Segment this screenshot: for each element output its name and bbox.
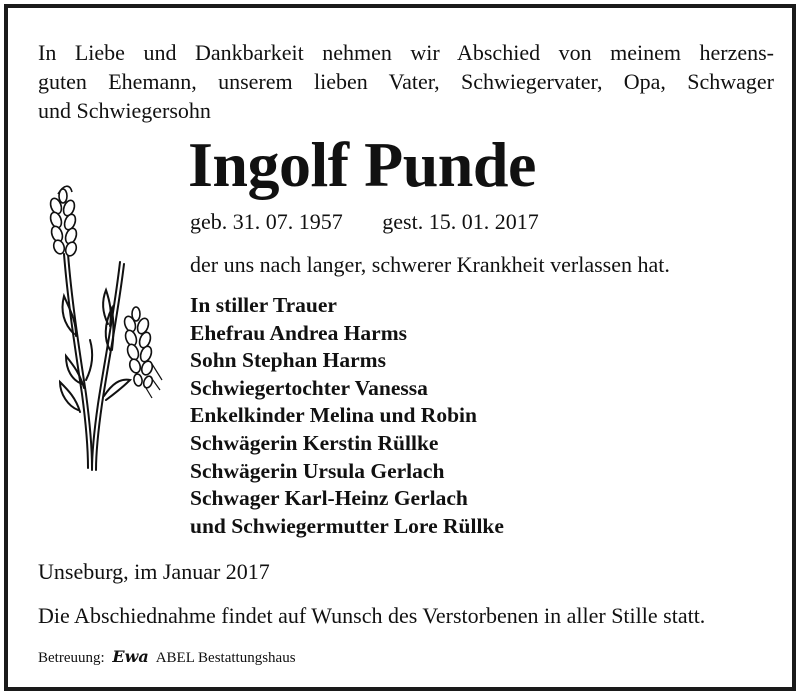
life-dates	[190, 208, 539, 236]
mourner-line: Schwiegertochter Vanessa	[190, 375, 428, 400]
farewell-note: Die Abschiednahme findet auf Wunsch des Verstorbenen in aller Stille statt.	[38, 603, 706, 628]
funeral-home-credit	[38, 647, 296, 668]
mourner-line: Schwager Karl-Heinz Gerlach	[190, 486, 468, 511]
place-date: Unseburg, im Januar 2017	[38, 559, 270, 584]
mourner-line: Sohn Stephan Harms	[190, 348, 386, 373]
intro-line-2: guten Ehemann, unserem lieben Vater, Schwiegervater, Opa, Schwager	[38, 69, 774, 94]
mourners-list	[190, 292, 504, 540]
birth-date: geb. 31. 07. 1957	[190, 209, 343, 234]
mourner-line: Ehefrau Andrea Harms	[190, 320, 407, 345]
mourner-line: Schwägerin Ursula Gerlach	[190, 458, 445, 483]
wheat-ears-icon	[42, 184, 168, 474]
funeral-home-logo: Ewa	[112, 647, 149, 666]
passed-text: der uns nach langer, schwerer Krankheit verlassen hat.	[190, 252, 670, 277]
mourner-line: In stiller Trauer	[190, 293, 337, 317]
mourner-line: Enkelkinder Melina und Robin	[190, 403, 477, 428]
death-date: gest. 15. 01. 2017	[382, 209, 539, 234]
obituary-frame	[4, 4, 796, 691]
funeral-home-name: ABEL Bestattungshaus	[155, 650, 296, 666]
mourner-line: und Schwiegermutter Lore Rüllke	[190, 513, 504, 538]
intro-text	[38, 38, 774, 125]
care-label: Betreuung:	[38, 650, 105, 666]
mourner-line: Schwägerin Kerstin Rüllke	[190, 430, 439, 455]
deceased-name: Ingolf Punde	[188, 129, 536, 200]
intro-line-1: In Liebe und Dankbarkeit nehmen wir Abschied von meinem herzens-	[38, 40, 774, 65]
intro-line-3: und Schwiegersohn	[38, 98, 211, 123]
